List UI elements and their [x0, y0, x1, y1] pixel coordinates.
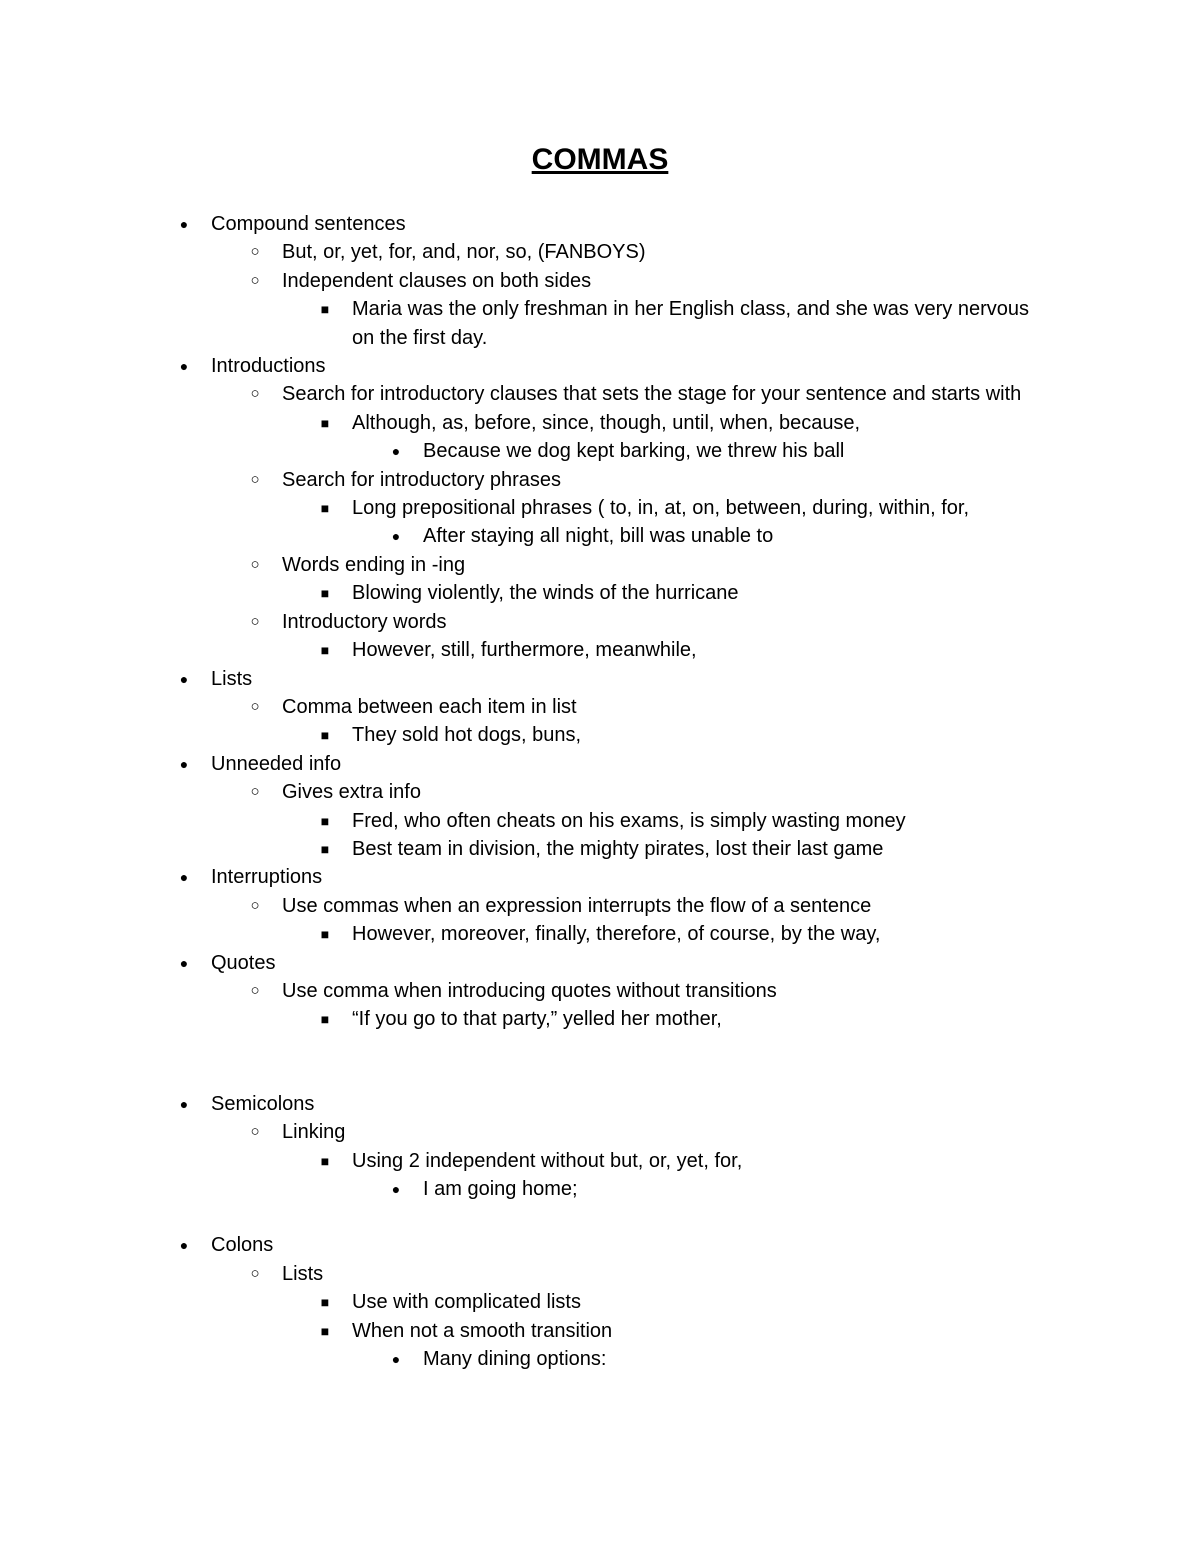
list-item-text: Linking	[282, 1121, 346, 1144]
square-bullet-icon: ■	[320, 727, 330, 744]
list-item-text: Unneeded info	[211, 752, 342, 775]
square-bullet-icon: ■	[320, 585, 330, 602]
list-item-level-3	[0, 295, 1200, 352]
filled-circle-bullet-icon: ●	[179, 358, 189, 375]
filled-circle-bullet-icon: ●	[179, 1237, 189, 1254]
list-item-level-2	[0, 778, 1200, 806]
filled-circle-bullet-icon: ●	[179, 869, 189, 886]
list-item-text: They sold hot dogs, buns,	[352, 724, 582, 747]
hollow-circle-bullet-icon: ○	[250, 981, 260, 999]
filled-circle-bullet-icon: ●	[179, 670, 189, 687]
list-item-level-2	[0, 238, 1200, 266]
list-item-level-1	[0, 863, 1200, 891]
list-item-level-3	[0, 636, 1200, 664]
list-item-level-2	[0, 380, 1200, 408]
list-item-text: Using 2 independent without but, or, yet, for,	[352, 1149, 743, 1172]
square-bullet-icon: ■	[320, 500, 330, 517]
list-item-text: Independent clauses on both sides	[282, 269, 592, 292]
square-bullet-icon: ■	[320, 926, 330, 943]
square-bullet-icon: ■	[320, 1294, 330, 1311]
hollow-circle-bullet-icon: ○	[250, 697, 260, 715]
list-item-text: Because we dog kept barking, we threw his ball	[423, 440, 845, 463]
list-item-text: Comma between each item in list	[282, 695, 577, 718]
square-bullet-icon: ■	[320, 1011, 330, 1028]
list-item-text: Compound sentences	[211, 213, 406, 235]
list-item-text: “If you go to that party,” yelled her mother,	[352, 1008, 722, 1031]
list-item-text: However, moreover, finally, therefore, of course, by the way,	[352, 923, 881, 946]
square-bullet-icon: ■	[320, 301, 330, 318]
list-item-text: Use comma when introducing quotes without transitions	[282, 979, 777, 1002]
list-item-level-4	[0, 437, 1200, 465]
square-bullet-icon: ■	[320, 414, 330, 431]
list-item-level-2	[0, 267, 1200, 295]
filled-circle-bullet-icon: ●	[391, 1181, 401, 1197]
list-item-level-3	[0, 1147, 1200, 1175]
list-item-text: Semicolons	[211, 1092, 315, 1115]
list-item-text: Long prepositional phrases ( to, in, at, on, between, during, within, for,	[352, 497, 970, 520]
hollow-circle-bullet-icon: ○	[250, 555, 260, 573]
list-item-level-3	[0, 807, 1200, 835]
filled-circle-bullet-icon: ●	[179, 1095, 189, 1112]
list-item-level-2	[0, 1118, 1200, 1146]
list-item-text: I am going home;	[423, 1178, 578, 1200]
list-item-text: Many dining options:	[423, 1348, 607, 1371]
list-item-level-1	[0, 750, 1200, 778]
list-item-text: Introductory words	[282, 610, 447, 633]
list-item-level-1	[0, 352, 1200, 380]
list-item-level-2	[0, 1260, 1200, 1288]
filled-circle-bullet-icon: ●	[391, 1351, 401, 1368]
list-item-level-3	[0, 494, 1200, 522]
list-item-text: When not a smooth transition	[352, 1319, 613, 1342]
list-item-level-1	[0, 210, 1200, 238]
list-item-level-3	[0, 1317, 1200, 1345]
list-item-level-4	[0, 522, 1200, 550]
list-item-text: Maria was the only freshman in her English class, and she was very nervous on the first day.	[352, 298, 1029, 349]
list-item-level-1	[0, 949, 1200, 977]
list-item-text: Use commas when an expression interrupts the flow of a sentence	[282, 894, 872, 917]
square-bullet-icon: ■	[320, 1152, 330, 1169]
hollow-circle-bullet-icon: ○	[250, 1264, 260, 1282]
filled-circle-bullet-icon: ●	[391, 443, 401, 460]
list-item-text: Use with complicated lists	[352, 1291, 581, 1314]
hollow-circle-bullet-icon: ○	[250, 271, 260, 289]
filled-circle-bullet-icon: ●	[179, 954, 189, 971]
hollow-circle-bullet-icon: ○	[250, 470, 260, 488]
list-item-level-1	[0, 1090, 1200, 1118]
hollow-circle-bullet-icon: ○	[250, 1123, 260, 1141]
list-item-text: Words ending in -ing	[282, 553, 466, 576]
filled-circle-bullet-icon: ●	[391, 528, 401, 545]
square-bullet-icon: ■	[320, 642, 330, 659]
list-item-text: Interruptions	[211, 866, 323, 889]
list-item-text: Introductions	[211, 355, 326, 378]
hollow-circle-bullet-icon: ○	[250, 385, 260, 403]
list-item-level-3	[0, 721, 1200, 749]
list-item-level-4	[0, 1345, 1200, 1373]
square-bullet-icon: ■	[320, 840, 330, 857]
list-item-level-4	[0, 1175, 1200, 1203]
list-item-level-1	[0, 1231, 1200, 1259]
filled-circle-bullet-icon: ●	[179, 216, 189, 232]
list-item-level-2	[0, 608, 1200, 636]
page-title: COMMAS	[531, 143, 669, 176]
square-bullet-icon: ■	[320, 812, 330, 829]
list-item-text: Although, as, before, since, though, until, when, because,	[352, 411, 861, 434]
list-item-level-2	[0, 551, 1200, 579]
list-item-level-2	[0, 466, 1200, 494]
list-item-text: Quotes	[211, 951, 276, 974]
list-item-level-1	[0, 665, 1200, 693]
list-item-level-3	[0, 835, 1200, 863]
blank-lines	[0, 1034, 1200, 1090]
list-item-level-2	[0, 977, 1200, 1005]
list-item-text: After staying all night, bill was unable to	[423, 525, 774, 548]
list-item-text: Best team in division, the mighty pirates, lost their last game	[352, 837, 884, 860]
list-item-text: Blowing violently, the winds of the hurricane	[352, 582, 739, 605]
list-item-level-3	[0, 920, 1200, 948]
hollow-circle-bullet-icon: ○	[250, 612, 260, 630]
list-item-level-3	[0, 409, 1200, 437]
list-item-text: Lists	[282, 1262, 324, 1285]
list-item-level-2	[0, 693, 1200, 721]
list-item-level-3	[0, 1005, 1200, 1033]
list-item-text: Search for introductory phrases	[282, 468, 562, 491]
list-item-text: Gives extra info	[282, 781, 421, 804]
hollow-circle-bullet-icon: ○	[250, 243, 260, 261]
list-item-text: However, still, furthermore, meanwhile,	[352, 639, 697, 662]
hollow-circle-bullet-icon: ○	[250, 896, 260, 914]
filled-circle-bullet-icon: ●	[179, 755, 189, 772]
list-item-text: Fred, who often cheats on his exams, is simply wasting money	[352, 809, 906, 832]
list-item-level-3	[0, 579, 1200, 607]
list-item-text: Lists	[211, 667, 253, 690]
list-item-text: Colons	[211, 1234, 274, 1257]
hollow-circle-bullet-icon: ○	[250, 783, 260, 801]
outline-list	[0, 210, 1200, 1373]
list-item-text: But, or, yet, for, and, nor, so, (FANBOYS)	[282, 241, 646, 264]
blank-line	[0, 1203, 1200, 1231]
list-item-level-2	[0, 892, 1200, 920]
list-item-level-3	[0, 1288, 1200, 1316]
square-bullet-icon: ■	[320, 1322, 330, 1339]
list-item-text: Search for introductory clauses that sets the stage for your sentence and starts with	[282, 383, 1022, 406]
